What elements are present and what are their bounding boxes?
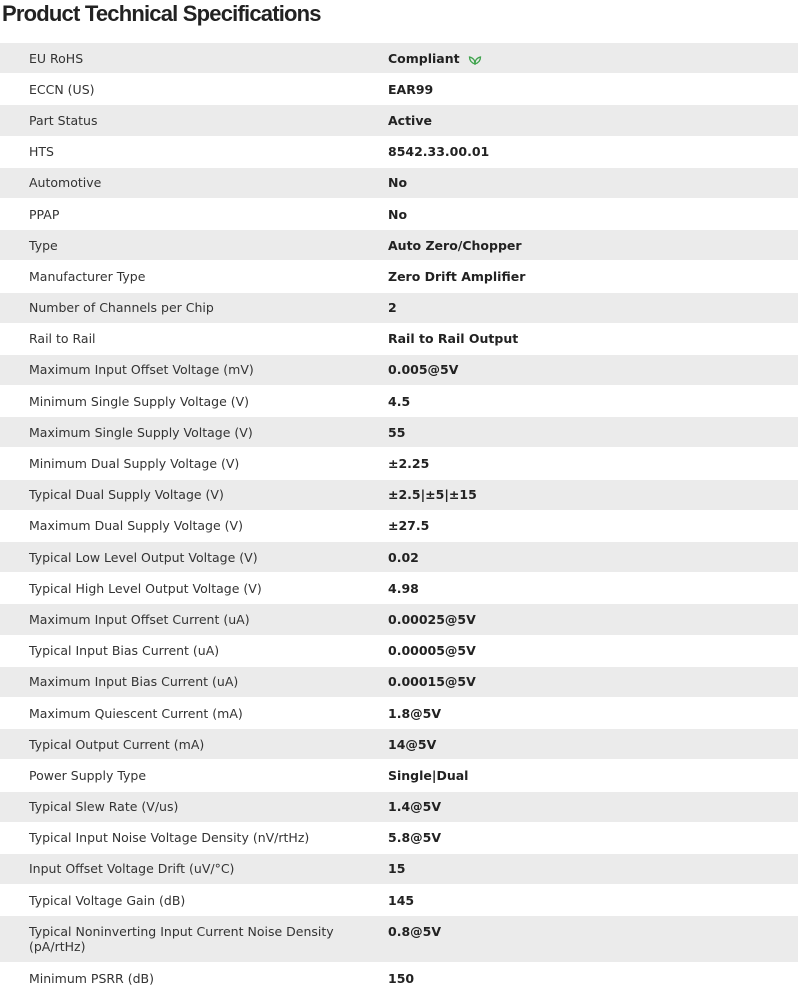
spec-label: Typical Voltage Gain (dB) (29, 892, 186, 908)
spec-value (388, 706, 798, 721)
spec-label: Typical Slew Rate (V/us) (29, 799, 179, 815)
spec-value (388, 643, 798, 658)
spec-value (388, 971, 798, 986)
spec-row (0, 823, 798, 854)
spec-value-text: 150 (388, 970, 415, 986)
spec-row (0, 916, 798, 963)
spec-row (0, 137, 798, 168)
spec-table (0, 43, 798, 994)
spec-value-text: Active (388, 112, 432, 128)
spec-value-text: 5.8@5V (388, 830, 442, 846)
spec-value (388, 916, 798, 939)
spec-value (388, 612, 798, 627)
spec-value-text: 1.8@5V (388, 705, 442, 721)
spec-row (0, 573, 798, 604)
spec-label: PPAP (29, 206, 60, 222)
spec-label: Typical Input Bias Current (uA) (29, 643, 220, 659)
spec-value (388, 830, 798, 845)
spec-label: Type (29, 237, 58, 253)
spec-label: Rail to Rail (29, 331, 96, 347)
spec-value-text: 0.00025@5V (388, 611, 476, 627)
spec-value-text: EAR99 (388, 81, 434, 97)
spec-value (388, 456, 798, 471)
spec-value (388, 893, 798, 908)
spec-row (0, 667, 798, 698)
spec-value (388, 175, 798, 190)
spec-value-text: 145 (388, 892, 415, 908)
spec-row (0, 729, 798, 760)
spec-value (388, 768, 798, 783)
spec-value (388, 674, 798, 689)
spec-value-text: 4.98 (388, 580, 419, 596)
spec-label: Part Status (29, 112, 98, 128)
spec-value (388, 269, 798, 284)
spec-value-text: 0.00015@5V (388, 674, 476, 690)
spec-row (0, 199, 798, 230)
spec-value-text: ±27.5 (388, 518, 430, 534)
spec-row (0, 43, 798, 74)
spec-row (0, 293, 798, 324)
spec-value (388, 518, 798, 533)
spec-value-text: 4.5 (388, 393, 411, 409)
spec-label: HTS (29, 144, 54, 160)
spec-value (388, 550, 798, 565)
spec-value (388, 238, 798, 253)
spec-value-text: 0.00005@5V (388, 643, 476, 659)
spec-row (0, 74, 798, 105)
spec-value-text: 2 (388, 300, 397, 316)
spec-value-text: 0.02 (388, 549, 419, 565)
leaf-icon (468, 53, 482, 63)
spec-label: Minimum PSRR (dB) (29, 970, 154, 986)
spec-value-text: Zero Drift Amplifier (388, 268, 526, 284)
spec-row (0, 760, 798, 791)
spec-value (388, 799, 798, 814)
spec-value-text: 8542.33.00.01 (388, 144, 490, 160)
spec-label: Typical Output Current (mA) (29, 736, 205, 752)
spec-row (0, 636, 798, 667)
spec-label: Maximum Input Bias Current (uA) (29, 674, 239, 690)
spec-label: Typical High Level Output Voltage (V) (29, 580, 262, 596)
spec-row (0, 963, 798, 994)
spec-label: Maximum Single Supply Voltage (V) (29, 424, 253, 440)
spec-row (0, 261, 798, 292)
spec-value (388, 425, 798, 440)
spec-row (0, 480, 798, 511)
spec-value-text: Compliant (388, 50, 460, 66)
spec-row (0, 386, 798, 417)
spec-row (0, 885, 798, 916)
spec-label: Typical Noninverting Input Current Noise Density (pA/rtHz) (29, 924, 334, 955)
spec-value (388, 581, 798, 596)
spec-label: Minimum Dual Supply Voltage (V) (29, 456, 240, 472)
spec-label: Manufacturer Type (29, 268, 146, 284)
spec-value (388, 394, 798, 409)
spec-row (0, 417, 798, 448)
spec-label: ECCN (US) (29, 81, 95, 97)
spec-value-text: Single|Dual (388, 767, 469, 783)
spec-value-text: ±2.5|±5|±15 (388, 487, 477, 503)
spec-value (388, 331, 798, 346)
spec-label: Automotive (29, 175, 102, 191)
spec-label: Maximum Quiescent Current (mA) (29, 705, 243, 721)
spec-value-text: 0.8@5V (388, 924, 442, 940)
spec-value-text: 15 (388, 861, 406, 877)
spec-label: EU RoHS (29, 50, 84, 66)
spec-value (388, 362, 798, 377)
spec-row (0, 355, 798, 386)
spec-row (0, 511, 798, 542)
spec-value (388, 113, 798, 128)
spec-label: Minimum Single Supply Voltage (V) (29, 393, 250, 409)
spec-value (388, 861, 798, 876)
spec-label: Number of Channels per Chip (29, 300, 214, 316)
spec-value-text: ±2.25 (388, 456, 430, 472)
spec-label: Power Supply Type (29, 767, 147, 783)
page-title: Product Technical Specifications (2, 1, 321, 26)
spec-value-text: No (388, 206, 408, 222)
spec-value (388, 144, 798, 159)
spec-row (0, 448, 798, 479)
spec-value-text: 55 (388, 424, 406, 440)
spec-row (0, 792, 798, 823)
spec-label: Input Offset Voltage Drift (uV/°C) (29, 861, 235, 877)
spec-row (0, 168, 798, 199)
spec-value (388, 737, 798, 752)
spec-value (388, 300, 798, 315)
spec-row (0, 854, 798, 885)
spec-value (388, 487, 798, 502)
spec-row (0, 324, 798, 355)
spec-value-text: 0.005@5V (388, 362, 459, 378)
spec-label: Typical Low Level Output Voltage (V) (29, 549, 258, 565)
spec-value-text: Rail to Rail Output (388, 331, 519, 347)
spec-row (0, 604, 798, 635)
spec-value-text: 1.4@5V (388, 799, 442, 815)
spec-value (388, 82, 798, 97)
spec-value-text: 14@5V (388, 736, 437, 752)
spec-label: Typical Input Noise Voltage Density (nV/rtHz) (29, 830, 310, 846)
spec-value (388, 51, 798, 66)
spec-label: Maximum Dual Supply Voltage (V) (29, 518, 243, 534)
spec-row (0, 542, 798, 573)
spec-label: Maximum Input Offset Current (uA) (29, 611, 250, 627)
spec-value-text: Auto Zero/Chopper (388, 237, 522, 253)
spec-value (388, 207, 798, 222)
spec-label: Typical Dual Supply Voltage (V) (29, 487, 224, 503)
spec-row (0, 105, 798, 136)
spec-label: Maximum Input Offset Voltage (mV) (29, 362, 254, 378)
spec-row (0, 698, 798, 729)
spec-value-text: No (388, 175, 408, 191)
spec-row (0, 230, 798, 261)
